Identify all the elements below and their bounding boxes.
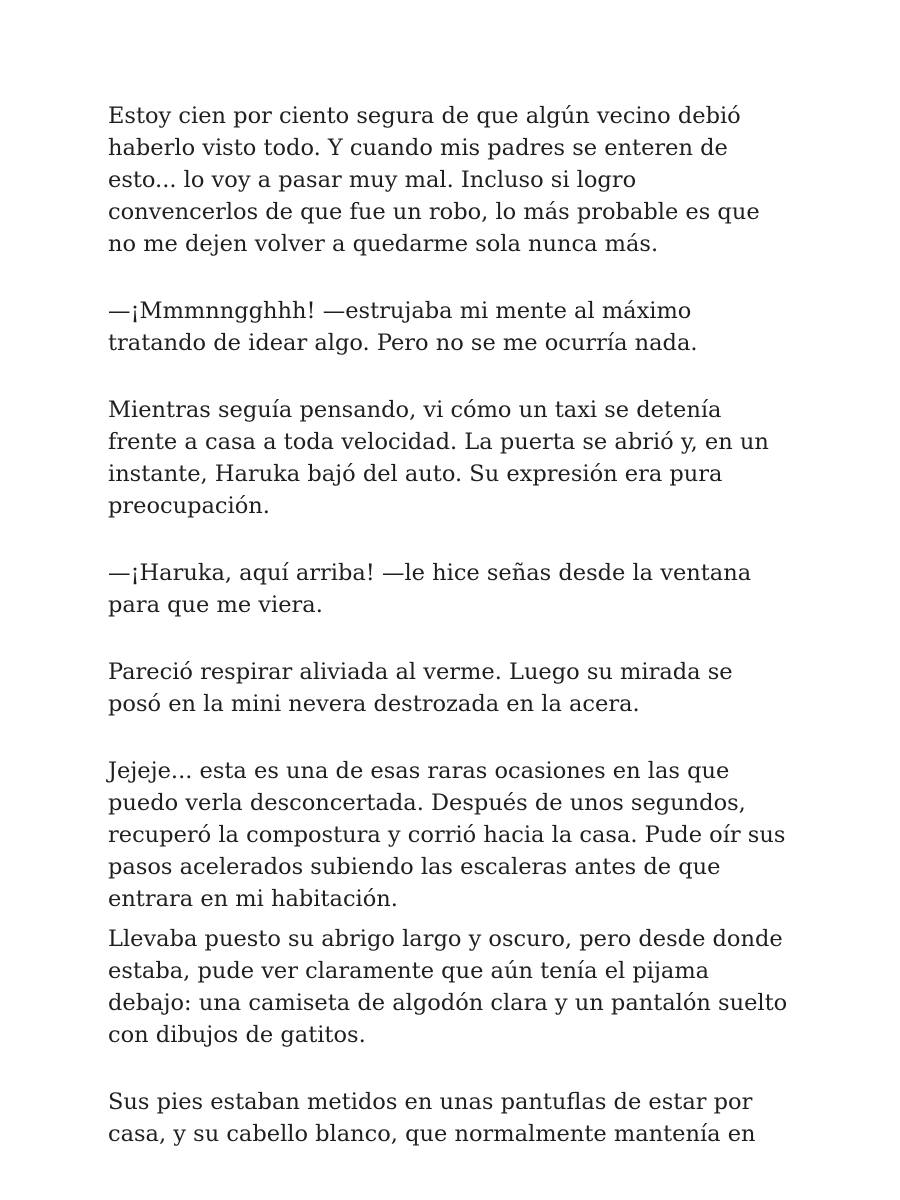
paragraph-8: Sus pies estaban metidos en unas pantuflas de estar por casa, y su cabello blanco, que normalmente mantenía en [108, 1089, 756, 1147]
paragraph-3: Mientras seguía pensando, vi cómo un taxi se detenía frente a casa a toda velocidad. La puerta se abrió y, en un instante, Haruka bajó del auto. Su expresión era pura preocupación. [108, 397, 769, 519]
paragraph-1: Estoy cien por ciento segura de que algún vecino debió haberlo visto todo. Y cuando mis padres se enteren de esto... lo voy a pasar muy mal. Incluso si logro convencerlos de que fue un robo, lo más probable es que no me dejen volver a quedarme sola nunca más. [108, 103, 760, 257]
paragraph-2: —¡Mmmnngghhh! —estrujaba mi mente al máximo tratando de idear algo. Pero no se me ocurría nada. [108, 298, 698, 356]
paragraph-7: Llevaba puesto su abrigo largo y oscuro, pero desde donde estaba, pude ver claramente que aún tenía el pijama debajo: una camiseta de algodón clara y un pantalón suelto con dibujos de gatitos. [108, 926, 788, 1048]
paragraph-6: Jejeje... esta es una de esas raras ocasiones en las que puedo verla desconcertada. Después de unos segundos, recuperó la compostura y corrió hacia la casa. Pude oír sus pasos acelerados subiendo las escaleras antes de que entrara en mi habitación. [108, 758, 786, 912]
text-column [108, 100, 788, 1150]
paragraph-4: —¡Haruka, aquí arriba! —le hice señas desde la ventana para que me viera. [108, 560, 752, 618]
paragraph-5: Pareció respirar aliviada al verme. Luego su mirada se posó en la mini nevera destrozada en la acera. [108, 659, 733, 717]
